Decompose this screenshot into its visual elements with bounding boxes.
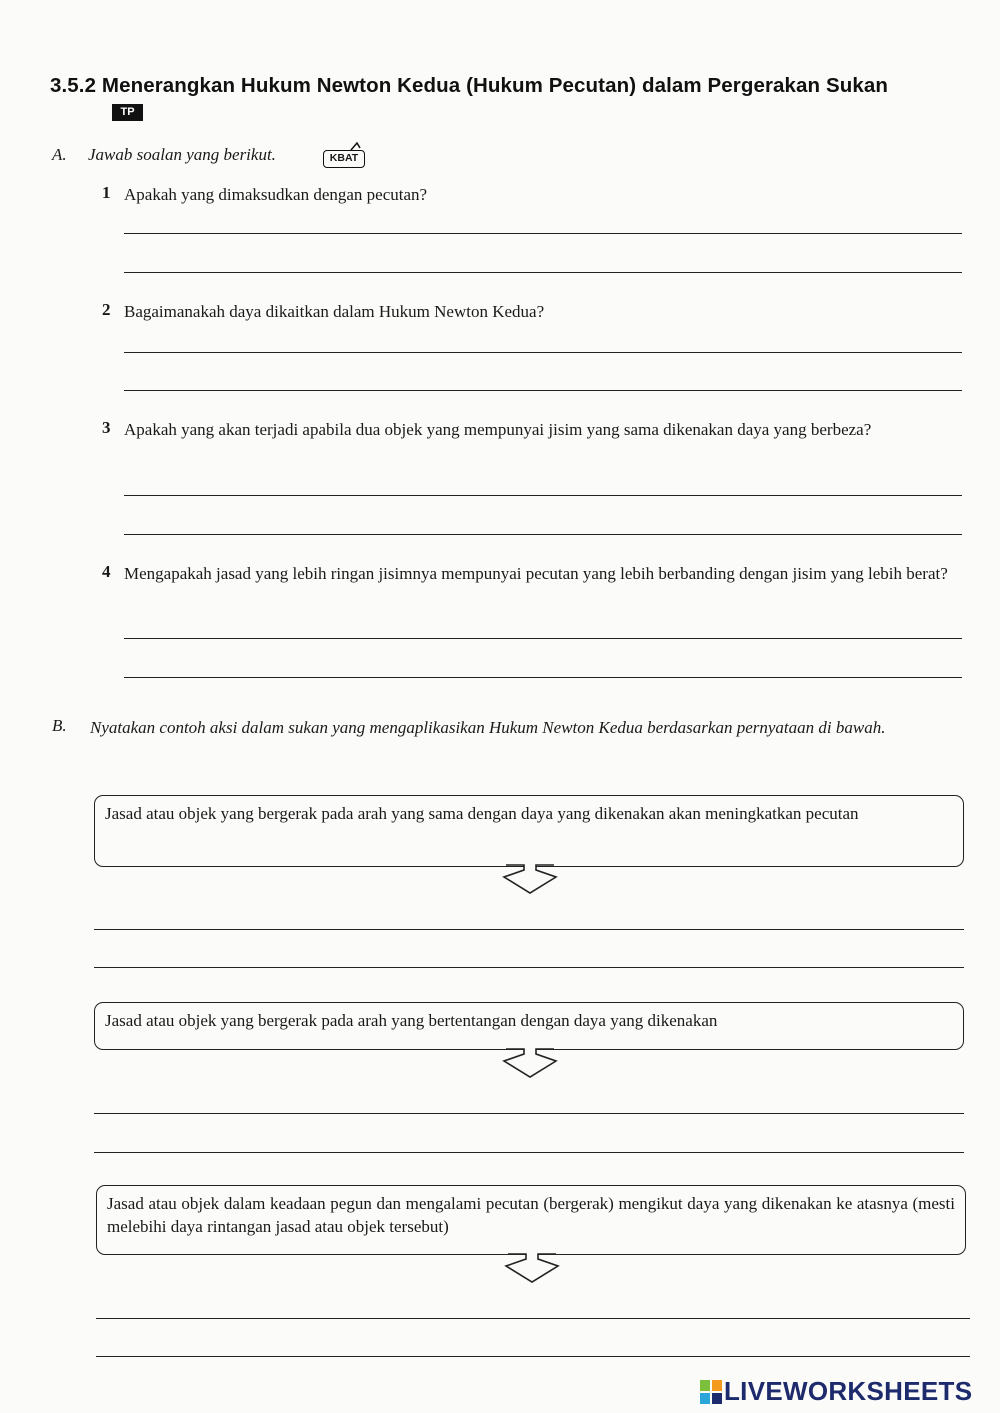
- question-2-text: Bagaimanakah daya dikaitkan dalam Hukum Newton Kedua?: [124, 302, 545, 321]
- statement-box-3: [96, 1185, 966, 1255]
- statement-2-text: Jasad atau objek yang bergerak pada arah yang bertentangan dengan daya yang dikenakan: [105, 1011, 718, 1030]
- kbat-lightbulb-icon: [323, 142, 365, 150]
- answer-line-b3a[interactable]: [96, 1318, 970, 1319]
- answer-line-1a[interactable]: [124, 233, 962, 234]
- kbat-label: KBAT: [323, 150, 365, 168]
- answer-line-3b[interactable]: [124, 534, 962, 535]
- question-1-text: Apakah yang dimaksudkan dengan pecutan?: [124, 185, 428, 204]
- tp-badge: TP: [112, 104, 143, 121]
- down-arrow-icon: [502, 1253, 562, 1283]
- kbat-badge: [323, 146, 365, 168]
- answer-line-b1b[interactable]: [94, 967, 964, 968]
- section-b-letter: B.: [52, 716, 67, 735]
- answer-line-4a[interactable]: [124, 638, 962, 639]
- question-3-text: Apakah yang akan terjadi apabila dua objek yang mempunyai jisim yang sama dikenakan daya yang berbeza?: [124, 420, 872, 439]
- statement-box-1: [94, 795, 964, 867]
- watermark: LIVEWORKSHEETS: [724, 1376, 973, 1406]
- statement-3-text: Jasad atau objek dalam keadaan pegun dan mengalami pecutan (bergerak) mengikut daya yang dikenakan ke atasnya (mesti melebihi daya rintangan jasad atau objek tersebut): [107, 1194, 955, 1236]
- answer-line-2b[interactable]: [124, 390, 962, 391]
- section-b-instruction: Nyatakan contoh aksi dalam sukan yang mengaplikasikan Hukum Newton Kedua berdasarkan pernyataan di bawah.: [90, 718, 886, 737]
- question-4-number: 4: [102, 562, 111, 581]
- page-title: 3.5.2 Menerangkan Hukum Newton Kedua (Hukum Pecutan) dalam Pergerakan Sukan: [50, 74, 888, 97]
- answer-line-4b[interactable]: [124, 677, 962, 678]
- down-arrow-icon: [500, 864, 560, 894]
- statement-1-text: Jasad atau objek yang bergerak pada arah yang sama dengan daya yang dikenakan akan meningkatkan pecutan: [105, 804, 859, 823]
- question-1-number: 1: [102, 183, 111, 202]
- liveworksheets-logo-icon: [700, 1380, 722, 1404]
- section-a-instruction: Jawab soalan yang berikut.: [88, 145, 276, 164]
- section-a-letter: A.: [52, 145, 67, 164]
- answer-line-b2a[interactable]: [94, 1113, 964, 1114]
- answer-line-b2b[interactable]: [94, 1152, 964, 1153]
- question-3-number: 3: [102, 418, 111, 437]
- answer-line-b1a[interactable]: [94, 929, 964, 930]
- answer-line-b3b[interactable]: [96, 1356, 970, 1357]
- statement-box-2: [94, 1002, 964, 1050]
- down-arrow-icon: [500, 1048, 560, 1078]
- question-4-text: Mengapakah jasad yang lebih ringan jisimnya mempunyai pecutan yang lebih berbanding dengan jisim yang lebih berat?: [124, 564, 948, 583]
- answer-line-2a[interactable]: [124, 352, 962, 353]
- answer-line-3a[interactable]: [124, 495, 962, 496]
- question-2-number: 2: [102, 300, 111, 319]
- answer-line-1b[interactable]: [124, 272, 962, 273]
